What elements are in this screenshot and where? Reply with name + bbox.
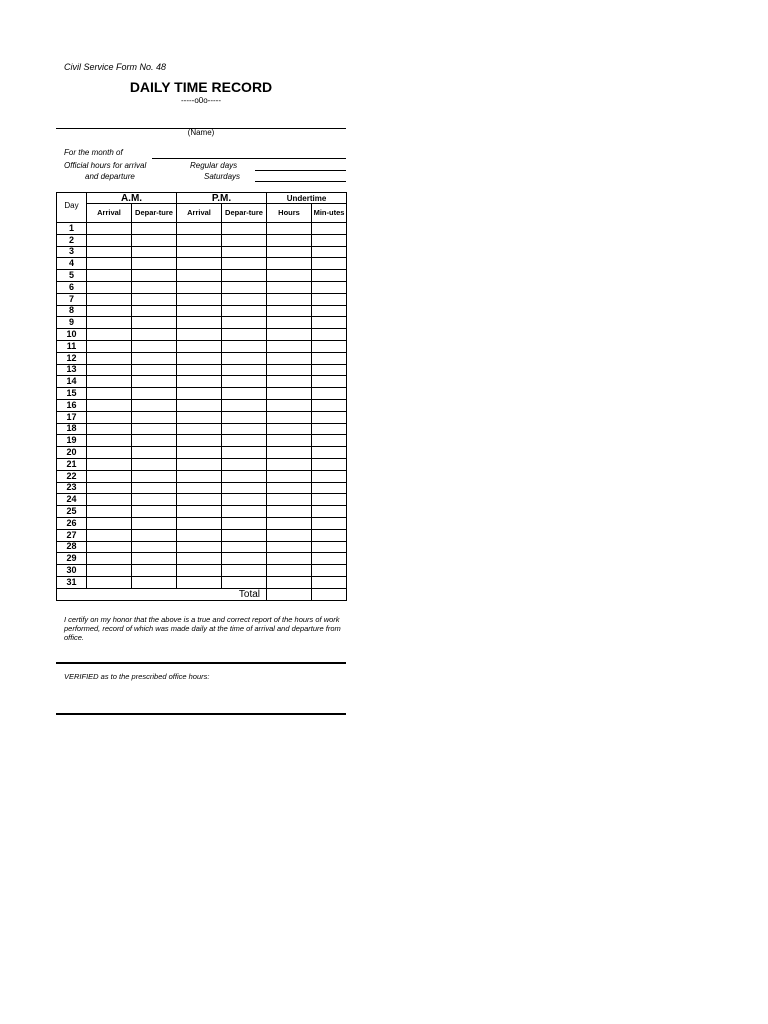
table-row [57,352,347,364]
day-number: 4 [57,258,87,270]
undertime-header: Undertime [267,193,347,204]
am-arrival-cell[interactable] [87,352,132,364]
table-row [57,340,347,352]
pm-departure-cell[interactable] [222,482,267,494]
verified-text: VERIFIED as to the prescribed office hours: [64,672,210,681]
table-row [57,329,347,341]
pm-arrival-header: Arrival [177,204,222,223]
undertime-minutes-cell[interactable] [312,458,347,470]
undertime-minutes-cell[interactable] [312,388,347,400]
undertime-minutes-cell[interactable] [312,317,347,329]
undertime-minutes-cell[interactable] [312,553,347,565]
pm-arrival-cell[interactable] [177,423,222,435]
undertime-minutes-cell[interactable] [312,482,347,494]
am-arrival-cell[interactable] [87,329,132,341]
day-number: 3 [57,246,87,258]
am-arrival-cell[interactable] [87,423,132,435]
pm-arrival-cell[interactable] [177,411,222,423]
undertime-hours-cell[interactable] [267,340,312,352]
am-departure-cell[interactable] [132,258,177,270]
am-arrival-cell[interactable] [87,281,132,293]
am-departure-cell[interactable] [132,340,177,352]
undertime-minutes-cell[interactable] [312,281,347,293]
day-number: 9 [57,317,87,329]
am-arrival-cell[interactable] [87,435,132,447]
pm-arrival-cell[interactable] [177,470,222,482]
am-arrival-cell[interactable] [87,234,132,246]
am-arrival-cell[interactable] [87,447,132,459]
undertime-minutes-cell[interactable] [312,258,347,270]
total-hours-cell[interactable] [267,588,312,600]
undertime-hours-header: Hours [267,204,312,223]
am-arrival-cell[interactable] [87,399,132,411]
undertime-hours-cell[interactable] [267,447,312,459]
pm-arrival-cell[interactable] [177,281,222,293]
pm-departure-cell[interactable] [222,270,267,282]
undertime-hours-cell[interactable] [267,482,312,494]
day-header: Day [57,193,87,223]
day-number: 2 [57,234,87,246]
am-departure-cell[interactable] [132,447,177,459]
pm-departure-cell[interactable] [222,529,267,541]
pm-departure-cell[interactable] [222,364,267,376]
day-number: 12 [57,352,87,364]
undertime-hours-cell[interactable] [267,388,312,400]
day-number: 28 [57,541,87,553]
pm-arrival-cell[interactable] [177,482,222,494]
total-minutes-cell[interactable] [312,588,347,600]
undertime-minutes-header: Min-utes [312,204,347,223]
name-caption: (Name) [187,128,215,137]
pm-departure-cell[interactable] [222,329,267,341]
am-arrival-cell[interactable] [87,223,132,235]
undertime-minutes-cell[interactable] [312,470,347,482]
undertime-hours-cell[interactable] [267,293,312,305]
am-arrival-cell[interactable] [87,458,132,470]
table-row [57,517,347,529]
pm-header: P.M. [177,193,267,204]
pm-arrival-cell[interactable] [177,234,222,246]
pm-departure-cell[interactable] [222,305,267,317]
pm-arrival-cell[interactable] [177,517,222,529]
day-number: 8 [57,305,87,317]
pm-departure-cell[interactable] [222,388,267,400]
day-number: 15 [57,388,87,400]
regular-days-line[interactable] [255,170,346,171]
day-number: 21 [57,458,87,470]
am-departure-cell[interactable] [132,517,177,529]
form-number: Civil Service Form No. 48 [64,62,167,72]
table-row [57,270,347,282]
am-departure-cell[interactable] [132,565,177,577]
pm-departure-cell[interactable] [222,340,267,352]
table-row [57,246,347,258]
pm-arrival-cell[interactable] [177,352,222,364]
am-arrival-cell[interactable] [87,529,132,541]
table-row [57,317,347,329]
am-departure-cell[interactable] [132,411,177,423]
am-departure-header: Depar-ture [132,204,177,223]
undertime-minutes-cell[interactable] [312,517,347,529]
pm-departure-cell[interactable] [222,293,267,305]
pm-arrival-cell[interactable] [177,576,222,588]
undertime-minutes-cell[interactable] [312,270,347,282]
undertime-hours-cell[interactable] [267,529,312,541]
pm-departure-cell[interactable] [222,541,267,553]
table-row [57,364,347,376]
table-row [57,470,347,482]
pm-arrival-cell[interactable] [177,447,222,459]
table-row [57,376,347,388]
undertime-hours-cell[interactable] [267,352,312,364]
table-row [57,258,347,270]
pm-arrival-cell[interactable] [177,435,222,447]
am-arrival-cell[interactable] [87,258,132,270]
day-number: 22 [57,470,87,482]
pm-departure-cell[interactable] [222,447,267,459]
undertime-hours-cell[interactable] [267,435,312,447]
pm-departure-cell[interactable] [222,435,267,447]
undertime-hours-cell[interactable] [267,305,312,317]
undertime-hours-cell[interactable] [267,281,312,293]
day-number: 23 [57,482,87,494]
table-row [57,293,347,305]
saturdays-label: Saturdays [204,172,241,181]
pm-departure-cell[interactable] [222,317,267,329]
am-arrival-cell[interactable] [87,576,132,588]
am-arrival-cell[interactable] [87,553,132,565]
undertime-hours-cell[interactable] [267,329,312,341]
am-arrival-cell[interactable] [87,340,132,352]
am-departure-cell[interactable] [132,482,177,494]
undertime-hours-cell[interactable] [267,506,312,518]
day-number: 5 [57,270,87,282]
undertime-minutes-cell[interactable] [312,423,347,435]
undertime-hours-cell[interactable] [267,246,312,258]
supervisor-signature-line[interactable] [56,713,346,715]
undertime-minutes-cell[interactable] [312,529,347,541]
am-departure-cell[interactable] [132,246,177,258]
am-departure-cell[interactable] [132,423,177,435]
am-departure-cell[interactable] [132,293,177,305]
day-number: 29 [57,553,87,565]
pm-departure-cell[interactable] [222,506,267,518]
undertime-minutes-cell[interactable] [312,576,347,588]
undertime-minutes-cell[interactable] [312,340,347,352]
undertime-minutes-cell[interactable] [312,364,347,376]
am-departure-cell[interactable] [132,494,177,506]
day-number: 20 [57,447,87,459]
pm-departure-cell[interactable] [222,258,267,270]
day-number: 24 [57,494,87,506]
undertime-hours-cell[interactable] [267,470,312,482]
undertime-hours-cell[interactable] [267,234,312,246]
month-label: For the month of [64,148,123,157]
pm-arrival-cell[interactable] [177,565,222,577]
table-row [57,411,347,423]
am-arrival-cell[interactable] [87,246,132,258]
day-number: 14 [57,376,87,388]
pm-departure-cell[interactable] [222,553,267,565]
pm-arrival-cell[interactable] [177,223,222,235]
day-number: 30 [57,565,87,577]
pm-arrival-cell[interactable] [177,246,222,258]
title-ornament: -----o0o----- [181,96,221,105]
undertime-hours-cell[interactable] [267,270,312,282]
pm-arrival-cell[interactable] [177,458,222,470]
undertime-minutes-cell[interactable] [312,329,347,341]
pm-arrival-cell[interactable] [177,376,222,388]
table-row [57,305,347,317]
am-departure-cell[interactable] [132,576,177,588]
am-departure-cell[interactable] [132,506,177,518]
am-arrival-cell[interactable] [87,541,132,553]
day-number: 31 [57,576,87,588]
pm-departure-cell[interactable] [222,399,267,411]
pm-arrival-cell[interactable] [177,340,222,352]
undertime-hours-cell[interactable] [267,517,312,529]
undertime-minutes-cell[interactable] [312,293,347,305]
pm-arrival-cell[interactable] [177,506,222,518]
am-departure-cell[interactable] [132,470,177,482]
certification-text: I certify on my honor that the above is a true and correct report of the hours of work performed, record of which was made daily at the time of arrival and departure from office. [64,615,341,642]
am-arrival-cell[interactable] [87,470,132,482]
pm-departure-cell[interactable] [222,565,267,577]
pm-arrival-cell[interactable] [177,541,222,553]
am-arrival-cell[interactable] [87,506,132,518]
pm-departure-cell[interactable] [222,411,267,423]
signature-line[interactable] [56,662,346,664]
am-arrival-cell[interactable] [87,494,132,506]
table-row [57,506,347,518]
table-row [57,494,347,506]
am-arrival-cell[interactable] [87,388,132,400]
table-row [57,576,347,588]
official-hours-label-line2: and departure [85,172,135,181]
day-number: 7 [57,293,87,305]
am-arrival-cell[interactable] [87,317,132,329]
undertime-minutes-cell[interactable] [312,376,347,388]
am-departure-cell[interactable] [132,352,177,364]
am-departure-cell[interactable] [132,388,177,400]
day-number: 18 [57,423,87,435]
am-departure-cell[interactable] [132,541,177,553]
pm-arrival-cell[interactable] [177,388,222,400]
pm-arrival-cell[interactable] [177,494,222,506]
am-departure-cell[interactable] [132,305,177,317]
pm-departure-cell[interactable] [222,470,267,482]
pm-arrival-cell[interactable] [177,270,222,282]
undertime-minutes-cell[interactable] [312,506,347,518]
pm-arrival-cell[interactable] [177,293,222,305]
day-number: 27 [57,529,87,541]
day-number: 10 [57,329,87,341]
pm-departure-cell[interactable] [222,246,267,258]
undertime-minutes-cell[interactable] [312,352,347,364]
undertime-hours-cell[interactable] [267,541,312,553]
pm-departure-cell[interactable] [222,352,267,364]
undertime-minutes-cell[interactable] [312,234,347,246]
undertime-minutes-cell[interactable] [312,435,347,447]
pm-arrival-cell[interactable] [177,305,222,317]
undertime-minutes-cell[interactable] [312,399,347,411]
day-number: 13 [57,364,87,376]
table-row [57,565,347,577]
undertime-minutes-cell[interactable] [312,447,347,459]
table-row [57,541,347,553]
am-departure-cell[interactable] [132,399,177,411]
table-row [57,447,347,459]
pm-departure-cell[interactable] [222,458,267,470]
day-number: 16 [57,399,87,411]
am-departure-cell[interactable] [132,458,177,470]
undertime-hours-cell[interactable] [267,364,312,376]
undertime-minutes-cell[interactable] [312,246,347,258]
pm-departure-cell[interactable] [222,376,267,388]
pm-departure-cell[interactable] [222,234,267,246]
official-hours-label-line1: Official hours for arrival [64,161,147,170]
table-row [57,435,347,447]
am-departure-cell[interactable] [132,234,177,246]
am-arrival-cell[interactable] [87,517,132,529]
pm-arrival-cell[interactable] [177,399,222,411]
regular-days-label: Regular days [190,161,238,170]
table-row [57,529,347,541]
am-departure-cell[interactable] [132,223,177,235]
am-arrival-cell[interactable] [87,293,132,305]
pm-arrival-cell[interactable] [177,364,222,376]
am-arrival-cell[interactable] [87,565,132,577]
undertime-hours-cell[interactable] [267,553,312,565]
undertime-hours-cell[interactable] [267,399,312,411]
pm-departure-cell[interactable] [222,423,267,435]
day-number: 6 [57,281,87,293]
undertime-hours-cell[interactable] [267,258,312,270]
undertime-hours-cell[interactable] [267,576,312,588]
day-number: 1 [57,223,87,235]
table-row [57,223,347,235]
am-departure-cell[interactable] [132,317,177,329]
undertime-hours-cell[interactable] [267,565,312,577]
am-arrival-cell[interactable] [87,305,132,317]
pm-arrival-cell[interactable] [177,317,222,329]
undertime-hours-cell[interactable] [267,494,312,506]
table-row [57,482,347,494]
am-arrival-header: Arrival [87,204,132,223]
undertime-minutes-cell[interactable] [312,411,347,423]
day-number: 19 [57,435,87,447]
am-arrival-cell[interactable] [87,270,132,282]
day-number: 17 [57,411,87,423]
pm-departure-cell[interactable] [222,517,267,529]
am-departure-cell[interactable] [132,270,177,282]
undertime-minutes-cell[interactable] [312,541,347,553]
am-departure-cell[interactable] [132,553,177,565]
undertime-minutes-cell[interactable] [312,565,347,577]
undertime-hours-cell[interactable] [267,423,312,435]
day-number: 25 [57,506,87,518]
day-number: 26 [57,517,87,529]
am-arrival-cell[interactable] [87,411,132,423]
undertime-minutes-cell[interactable] [312,305,347,317]
undertime-minutes-cell[interactable] [312,223,347,235]
total-label: Total [57,588,267,600]
am-departure-cell[interactable] [132,364,177,376]
undertime-hours-cell[interactable] [267,458,312,470]
pm-arrival-cell[interactable] [177,529,222,541]
table-row [57,553,347,565]
table-row [57,423,347,435]
am-departure-cell[interactable] [132,329,177,341]
pm-arrival-cell[interactable] [177,258,222,270]
pm-departure-cell[interactable] [222,281,267,293]
undertime-hours-cell[interactable] [267,411,312,423]
page-title: DAILY TIME RECORD [129,79,273,95]
table-row [57,281,347,293]
am-departure-cell[interactable] [132,529,177,541]
pm-arrival-cell[interactable] [177,329,222,341]
time-record-table [56,192,347,601]
am-arrival-cell[interactable] [87,376,132,388]
am-header: A.M. [87,193,177,204]
pm-departure-cell[interactable] [222,494,267,506]
pm-departure-header: Depar-ture [222,204,267,223]
table-row [57,234,347,246]
undertime-hours-cell[interactable] [267,223,312,235]
pm-departure-cell[interactable] [222,576,267,588]
table-row [57,458,347,470]
am-arrival-cell[interactable] [87,482,132,494]
saturdays-line[interactable] [255,181,346,182]
pm-departure-cell[interactable] [222,223,267,235]
undertime-hours-cell[interactable] [267,376,312,388]
table-row [57,399,347,411]
total-row [57,588,347,600]
undertime-minutes-cell[interactable] [312,494,347,506]
table-row [57,388,347,400]
undertime-hours-cell[interactable] [267,317,312,329]
day-number: 11 [57,340,87,352]
month-line[interactable] [152,158,346,159]
am-departure-cell[interactable] [132,281,177,293]
am-departure-cell[interactable] [132,435,177,447]
pm-arrival-cell[interactable] [177,553,222,565]
am-departure-cell[interactable] [132,376,177,388]
am-arrival-cell[interactable] [87,364,132,376]
